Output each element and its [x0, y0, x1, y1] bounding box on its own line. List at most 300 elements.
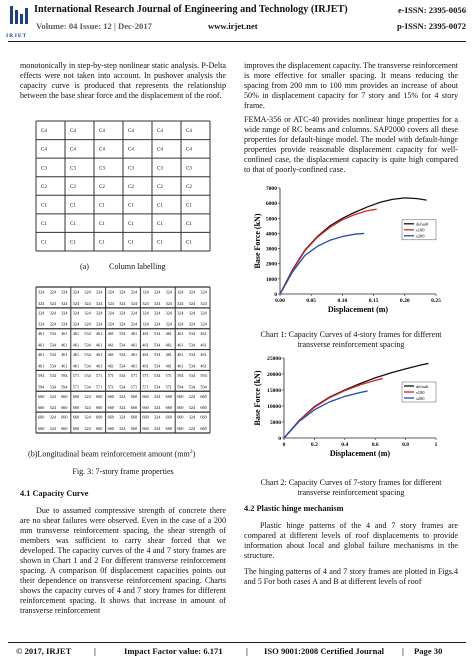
x-axis-label: Displacement (m)	[327, 305, 389, 314]
reinforcement-value: 594	[200, 372, 207, 378]
reinforcement-value: 461	[72, 363, 80, 369]
journal-website-link[interactable]: www.irjet.net	[208, 21, 258, 31]
reinforcement-value: 324	[61, 321, 68, 327]
footer-separator: |	[402, 646, 404, 656]
reinforcement-value: 324	[84, 426, 91, 431]
reinforcement-value: 660	[107, 393, 114, 399]
column-label: C1	[70, 203, 76, 209]
column-label: C1	[41, 203, 47, 209]
reinforcement-value: 660	[107, 405, 114, 411]
column-label: C1	[128, 222, 134, 227]
reinforcement-value: 534	[49, 352, 56, 358]
chart-1-capacity-4-story	[254, 182, 444, 322]
reinforcement-value: 324	[154, 426, 161, 431]
column-label: C4	[128, 147, 134, 153]
reinforcement-value: 461	[38, 363, 45, 369]
column-label: C1	[41, 222, 47, 227]
reinforcement-value: 324	[200, 289, 207, 295]
reinforcement-value: 461	[61, 352, 68, 358]
reinforcement-value: 461	[177, 342, 184, 348]
reinforcement-value: 324	[177, 321, 184, 327]
reinforcement-value: 660	[142, 414, 149, 420]
reinforcement-value: 324	[49, 321, 56, 327]
page-header	[0, 0, 474, 48]
y-tick-label: 20000	[267, 372, 281, 378]
journal-title: International Research Journal of Engineering and Technology (IRJET)	[34, 4, 348, 15]
irjet-logo-icon	[8, 4, 30, 30]
footer-rule	[8, 642, 466, 643]
reinforcement-value: 324	[49, 405, 56, 411]
x-tick-label: 0.05	[306, 298, 317, 304]
reinforcement-value: 461	[130, 342, 138, 348]
reinforcement-value: 660	[61, 393, 68, 399]
section-4-1-text: Due to assumed compressive strength of concrete there are no shear failures were observed. Even in the case of a 200 mm transverse reinforcement spacing, the shear strength of members was sufficient to carry shear forced that we developed. The capacity curves of the 4 and 7 story frames are shown in Chart 1 and 2 For different transverse reinforcement spacing. A comparison 0f displacement capacities points out their dependence on transverse reinforcement spacing. Charts shows the capacity curves of 4 and 7 story frames for different reinforcement spacing. It shows that increase in amount of transverse reinforcement	[20, 506, 226, 615]
series-line-s100	[284, 378, 383, 438]
x-tick-label: 0.00	[275, 298, 285, 304]
column-label: C2	[186, 184, 192, 190]
reinforcement-value: 594	[177, 372, 184, 378]
reinforcement-value: 461	[61, 342, 68, 348]
column-label: C1	[128, 240, 134, 246]
reinforcement-value: 660	[96, 405, 103, 411]
series-line-default	[280, 198, 427, 294]
column-label: C3	[99, 166, 105, 172]
reinforcement-value: 660	[142, 393, 149, 399]
reinforcement-value: 324	[142, 321, 149, 327]
column-label: C4	[99, 147, 105, 153]
reinforcement-value: 461	[96, 363, 103, 369]
reinforcement-value: 660	[107, 426, 114, 431]
chart-2-capacity-7-story	[254, 352, 444, 464]
reinforcement-value: 534	[188, 331, 196, 337]
reinforcement-value: 461	[61, 331, 68, 337]
reinforcement-value: 571	[130, 372, 138, 378]
reinforcement-value: 461	[130, 352, 138, 358]
reinforcement-value: 324	[61, 310, 68, 316]
reinforcement-value: 534	[84, 331, 91, 337]
reinforcement-value: 324	[61, 300, 68, 306]
reinforcement-value: 660	[72, 426, 80, 431]
reinforcement-value: 534	[49, 363, 56, 369]
reinforcement-value: 324	[200, 310, 207, 316]
reinforcement-value: 324	[96, 300, 103, 306]
reinforcement-value: 324	[84, 310, 91, 316]
y-tick-label: 4000	[265, 231, 277, 238]
x-tick-label: 0.20	[399, 298, 410, 304]
volume-issue: Volume: 04 Issue: 12 | Dec-2017	[36, 21, 152, 31]
reinforcement-value: 534	[119, 342, 126, 348]
column-label: C4	[157, 147, 163, 153]
column-label: C3	[41, 166, 47, 172]
reinforcement-value: 324	[142, 289, 149, 295]
reinforcement-value: 594	[61, 372, 68, 378]
reinforcement-value: 324	[84, 414, 91, 420]
reinforcement-value: 534	[119, 363, 126, 369]
reinforcement-value: 660	[107, 414, 114, 420]
reinforcement-value: 461	[165, 352, 172, 358]
chart-2-caption: Chart 2: Capacity Curves of 7-story frames for different transverse reinforcement spacing	[260, 478, 442, 497]
reinforcement-value: 324	[107, 300, 114, 306]
figure-3-caption: Fig. 3: 7-story frame properties	[72, 467, 174, 476]
reinforcement-value: 324	[49, 289, 56, 295]
reinforcement-value: 534	[84, 363, 91, 369]
legend-label: s100	[416, 227, 425, 233]
reinforcement-value: 571	[165, 384, 172, 390]
reinforcement-value: 324	[188, 300, 196, 306]
reinforcement-value: 461	[142, 352, 149, 358]
reinforcement-value: 324	[165, 321, 172, 327]
column-label: C4	[70, 129, 76, 135]
reinforcement-value: 461	[130, 363, 138, 369]
reinforcement-value: 534	[154, 372, 161, 378]
reinforcement-value: 571	[130, 384, 138, 390]
figure-b-caption: (b)Longitudinal beam reinforcement amount $(mm^2)$	[28, 449, 196, 459]
reinforcement-value: 324	[84, 289, 91, 295]
reinforcement-value: 660	[177, 426, 184, 431]
reinforcement-value: 324	[49, 426, 56, 431]
reinforcement-value: 461	[107, 342, 114, 348]
reinforcement-value: 324	[154, 405, 161, 411]
reinforcement-value: 461	[200, 352, 207, 358]
figure-column-labelling	[28, 115, 218, 255]
footer-separator: |	[94, 646, 96, 656]
reinforcement-value: 660	[177, 393, 184, 399]
p-issn: p-ISSN: 2395-0072	[397, 21, 466, 31]
reinforcement-value: 324	[107, 289, 114, 295]
reinforcement-value: 461	[142, 342, 149, 348]
right-paragraph-1: improves the displacement capacity. The transverse reinforcement is more effective for smaller spacing. It means reducing the spacing from 200 mm to 100 mm provides an increase of about 50% in displacement capacity for 7 story and 15% for 4 story frame.	[244, 61, 458, 110]
reinforcement-value: 324	[200, 300, 207, 306]
reinforcement-value: 594	[38, 384, 45, 390]
reinforcement-value: 534	[188, 342, 196, 348]
column-label: C1	[186, 203, 192, 209]
reinforcement-value: 660	[177, 405, 184, 411]
reinforcement-value: 534	[84, 352, 91, 358]
reinforcement-value: 461	[96, 331, 103, 337]
reinforcement-value: 461	[130, 331, 138, 337]
series-line-s200	[280, 233, 364, 294]
reinforcement-value: 534	[49, 372, 56, 378]
reinforcement-value: 534	[49, 342, 56, 348]
reinforcement-value: 324	[84, 321, 91, 327]
reinforcement-value: 534	[119, 384, 126, 390]
column-label: C2	[99, 184, 105, 190]
reinforcement-value: 534	[188, 363, 196, 369]
reinforcement-value: 571	[107, 384, 114, 390]
reinforcement-value: 660	[38, 414, 45, 420]
y-tick-label: 3000	[265, 246, 277, 253]
reinforcement-value: 324	[49, 414, 56, 420]
column-label: C4	[186, 129, 192, 135]
column-label: C3	[157, 166, 163, 172]
reinforcement-value: 534	[49, 384, 56, 390]
footer-copyright: © 2017, IRJET	[16, 646, 72, 656]
reinforcement-value: 324	[142, 300, 149, 306]
reinforcement-value: 534	[188, 372, 196, 378]
reinforcement-value: 571	[96, 384, 103, 390]
y-tick-label: 5000	[265, 216, 277, 223]
reinforcement-value: 324	[130, 300, 138, 306]
reinforcement-value: 324	[188, 405, 196, 411]
legend-label: default	[416, 221, 429, 227]
right-paragraph-2: FEMA-356 or ATC-40 provides nonlinear hinge properties for a wide range of RC beams and columns. SAP2000 covers all these properties for default-hinge model. The model with default-hinge properties provide reasonable displacement capacity for well-confined case, the displacement capacity is quite high compared to that of poorly-confined case.	[244, 115, 458, 174]
reinforcement-value: 461	[200, 342, 207, 348]
x-tick-label: 0.25	[431, 298, 441, 304]
reinforcement-value: 660	[165, 405, 172, 411]
reinforcement-value: 534	[49, 331, 56, 337]
reinforcement-value: 660	[130, 426, 138, 431]
reinforcement-value: 324	[154, 300, 161, 306]
reinforcement-value: 660	[130, 393, 138, 399]
x-tick-label: 1	[434, 442, 438, 448]
y-axis-label: Base Force (kN)	[253, 213, 262, 269]
column-label: C1	[186, 240, 192, 246]
reinforcement-value: 461	[72, 352, 80, 358]
reinforcement-value: 324	[154, 393, 161, 399]
reinforcement-value: 660	[200, 414, 207, 420]
reinforcement-value: 571	[142, 372, 149, 378]
legend-label: default	[416, 383, 429, 389]
reinforcement-value: 571	[165, 372, 172, 378]
reinforcement-value: 461	[165, 363, 172, 369]
reinforcement-value: 660	[72, 414, 80, 420]
reinforcement-value: 461	[142, 363, 149, 369]
column-label: C2	[41, 184, 47, 190]
reinforcement-value: 660	[200, 405, 207, 411]
column-label: C3	[186, 166, 192, 172]
intro-paragraph: monotonically in step-by-step nonlinear static analysis. P-Delta effects were not taken into account. In pushover analysis the capacity curve is produced that represents the relationship between the base shear force and the displacement of the roof.	[20, 61, 226, 100]
reinforcement-value: 324	[130, 321, 138, 327]
reinforcement-value: 461	[107, 331, 114, 337]
e-issn: e-ISSN: 2395-0056	[397, 5, 466, 15]
x-axis-label: Displacement (m)	[329, 449, 391, 458]
column-label: C1	[99, 222, 105, 227]
y-tick-label: 0	[274, 292, 277, 298]
reinforcement-value: 324	[154, 321, 161, 327]
y-tick-label: 15000	[267, 388, 281, 394]
reinforcement-value: 660	[96, 414, 103, 420]
reinforcement-value: 324	[119, 426, 126, 431]
reinforcement-value: 324	[107, 310, 114, 316]
figure-a-label: (a)	[80, 262, 89, 271]
reinforcement-value: 324	[188, 426, 196, 431]
reinforcement-value: 324	[119, 414, 126, 420]
series-line-s200	[284, 391, 368, 438]
reinforcement-value: 660	[177, 414, 184, 420]
reinforcement-value: 324	[188, 289, 196, 295]
column-label: C1	[99, 240, 105, 246]
legend-label: s200	[416, 395, 425, 401]
column-label: C4	[41, 147, 47, 153]
column-label: C4	[128, 129, 134, 135]
x-tick-label: 0.8	[402, 442, 410, 448]
y-tick-label: 7000	[265, 186, 277, 192]
reinforcement-value: 461	[38, 342, 45, 348]
reinforcement-value: 534	[119, 372, 126, 378]
footer-impact-factor: Impact Factor value: 6.171	[124, 646, 223, 656]
column-label: C1	[157, 203, 163, 209]
reinforcement-value: 594	[61, 384, 68, 390]
reinforcement-value: 660	[72, 393, 80, 399]
reinforcement-value: 324	[49, 393, 56, 399]
reinforcement-value: 324	[49, 310, 56, 316]
reinforcement-value: 534	[84, 372, 91, 378]
reinforcement-value: 324	[72, 289, 80, 295]
reinforcement-value: 660	[142, 405, 149, 411]
reinforcement-value: 534	[154, 363, 161, 369]
figure-beam-reinforcement	[28, 283, 218, 439]
reinforcement-value: 594	[38, 372, 45, 378]
reinforcement-value: 461	[38, 352, 45, 358]
reinforcement-value: 594	[177, 384, 184, 390]
footer-separator: |	[246, 646, 248, 656]
reinforcement-value: 660	[38, 405, 45, 411]
reinforcement-value: 660	[38, 393, 45, 399]
reinforcement-value: 660	[61, 405, 68, 411]
figure-a-title: Column labelling	[109, 262, 166, 271]
column-label: C2	[157, 184, 163, 190]
column-label: C1	[41, 240, 47, 246]
reinforcement-value: 324	[119, 289, 126, 295]
reinforcement-value: 660	[72, 405, 80, 411]
reinforcement-value: 461	[165, 342, 172, 348]
reinforcement-value: 324	[154, 414, 161, 420]
reinforcement-value: 324	[130, 310, 138, 316]
y-tick-label: 0	[278, 436, 281, 442]
x-tick-label: 0.2	[310, 442, 318, 448]
footer-iso: ISO 9001:2008 Certified Journal	[264, 646, 385, 656]
x-tick-label: 0	[282, 442, 286, 448]
x-tick-label: 0.10	[337, 298, 348, 304]
column-label: C4	[186, 147, 192, 153]
reinforcement-value: 324	[72, 321, 80, 327]
column-label: C1	[157, 240, 163, 246]
y-tick-label: 5000	[269, 420, 281, 426]
reinforcement-value: 324	[154, 310, 161, 316]
reinforcement-value: 660	[165, 393, 172, 399]
reinforcement-value: 324	[130, 289, 138, 295]
footer-page-number: Page 30	[414, 646, 443, 656]
reinforcement-value: 660	[96, 426, 103, 431]
reinforcement-value: 324	[119, 321, 126, 327]
reinforcement-value: 571	[72, 372, 80, 378]
reinforcement-value: 461	[107, 363, 114, 369]
reinforcement-value: 534	[188, 352, 196, 358]
reinforcement-value: 534	[84, 384, 91, 390]
reinforcement-value: 324	[119, 300, 126, 306]
reinforcement-value: 660	[165, 426, 172, 431]
reinforcement-value: 534	[154, 352, 161, 358]
reinforcement-value: 324	[84, 405, 91, 411]
reinforcement-value: 324	[38, 300, 45, 306]
column-label: C1	[99, 203, 105, 209]
reinforcement-value: 534	[154, 331, 161, 337]
x-tick-label: 0.6	[371, 442, 379, 448]
reinforcement-value: 660	[61, 426, 68, 431]
y-tick-label: 25000	[267, 356, 281, 362]
reinforcement-value: 571	[107, 372, 114, 378]
reinforcement-value: 660	[61, 414, 68, 420]
reinforcement-value: 324	[200, 321, 207, 327]
y-tick-label: 10000	[267, 404, 281, 410]
reinforcement-value: 660	[96, 393, 103, 399]
reinforcement-value: 534	[154, 384, 161, 390]
x-tick-label: 0.4	[341, 442, 349, 448]
reinforcement-value: 324	[188, 414, 196, 420]
y-tick-label: 6000	[265, 201, 277, 208]
reinforcement-value: 324	[119, 310, 126, 316]
reinforcement-value: 571	[142, 384, 149, 390]
column-label: C4	[157, 129, 163, 135]
y-tick-label: 1000	[265, 276, 277, 283]
figure-a-caption	[80, 262, 200, 272]
reinforcement-value: 660	[142, 426, 149, 431]
header-rule	[8, 41, 466, 42]
column-label: C1	[70, 240, 76, 246]
column-label: C3	[70, 166, 76, 172]
reinforcement-value: 324	[107, 321, 114, 327]
reinforcement-value: 571	[72, 384, 80, 390]
reinforcement-value: 324	[177, 300, 184, 306]
reinforcement-value: 660	[200, 393, 207, 399]
reinforcement-value: 461	[38, 331, 45, 337]
reinforcement-value: 324	[38, 310, 45, 316]
x-tick-label: 0.15	[368, 298, 379, 304]
reinforcement-value: 461	[107, 352, 114, 358]
reinforcement-value: 324	[154, 289, 161, 295]
reinforcement-value: 461	[177, 352, 184, 358]
reinforcement-value: 324	[72, 310, 80, 316]
reinforcement-value: 660	[130, 414, 138, 420]
reinforcement-value: 324	[96, 321, 103, 327]
chart-1-caption: Chart 1: Capacity Curves of 4-story frames for different transverse reinforcement spacing	[260, 330, 442, 349]
reinforcement-value: 534	[188, 384, 196, 390]
reinforcement-value: 461	[72, 331, 80, 337]
legend-label: s100	[416, 389, 425, 395]
column-label: C2	[128, 184, 134, 190]
reinforcement-value: 660	[38, 426, 45, 431]
reinforcement-value: 324	[188, 310, 196, 316]
reinforcement-value: 324	[165, 310, 172, 316]
reinforcement-value: 324	[38, 289, 45, 295]
column-label: C1	[186, 222, 192, 227]
reinforcement-value: 660	[165, 414, 172, 420]
column-label: C1	[128, 203, 134, 209]
reinforcement-value: 461	[142, 331, 149, 337]
reinforcement-value: 324	[188, 321, 196, 327]
reinforcement-value: 324	[177, 310, 184, 316]
reinforcement-value: 461	[200, 363, 207, 369]
reinforcement-value: 324	[119, 393, 126, 399]
section-4-2-text-1: Plastic hinge patterns of the 4 and 7 story frames are compared at different levels of roof displacements to provide information about local and global failure mechanisms in the structure.	[244, 521, 458, 560]
legend-label: s200	[416, 233, 425, 239]
reinforcement-value: 324	[119, 405, 126, 411]
reinforcement-value: 461	[96, 342, 103, 348]
reinforcement-value: 324	[188, 393, 196, 399]
reinforcement-value: 324	[61, 289, 68, 295]
reinforcement-value: 324	[96, 289, 103, 295]
section-4-2-text-2: The hinging patterns of 4 and 7 story frames are plotted in Figs.4 and 5 For both cases A and B at different levels of roof	[244, 567, 458, 586]
reinforcement-value: 324	[165, 300, 172, 306]
reinforcement-value: 324	[96, 310, 103, 316]
column-label: C4	[70, 147, 76, 153]
reinforcement-value: 660	[130, 405, 138, 411]
y-tick-label: 2000	[265, 261, 277, 268]
reinforcement-value: 534	[119, 331, 126, 337]
reinforcement-value: 534	[84, 342, 91, 348]
column-label: C2	[70, 184, 76, 190]
brand-text: IRJET	[6, 33, 28, 39]
